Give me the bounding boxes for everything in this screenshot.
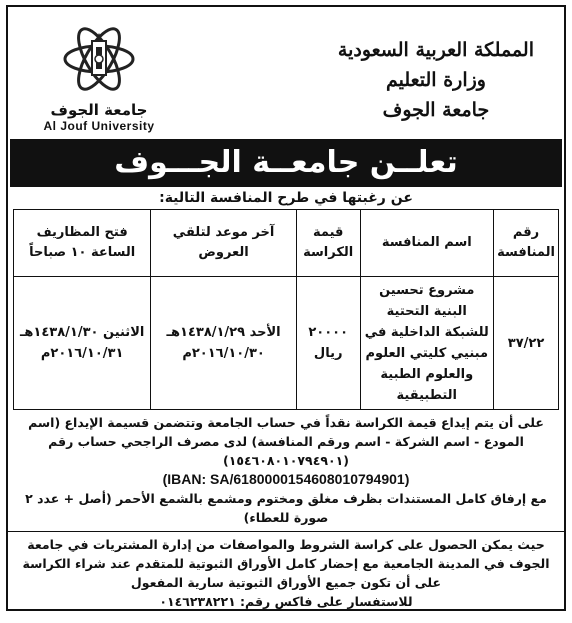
cell-booklet-price: ٢٠٠٠٠ ريال bbox=[296, 277, 360, 410]
payment-note: على أن يتم إيداع قيمة الكراسة نقداً في حساب الجامعة وتتضمن قسيمة الإيداع (اسم المودع - اسم الشركة - اسم ورقم المنافسة) لدى مصرف الراجحي حساب رقم (١٥٤٦٠٨٠١٠٧٩٤٩٠١) bbox=[28, 415, 544, 468]
tender-announcement bbox=[6, 5, 566, 611]
attachment-note: مع إرفاق كامل المستندات بظرف مغلق ومختوم ومشمع بالشمع الأحمر (أصل + عدد ٢ صورة للعطاء) bbox=[25, 491, 547, 525]
cell-tender-name: مشروع تحسين البنية التحتية للشبكة الداخلية في مبنيي كليتي العلوم والعلوم الطبية التطبيقية bbox=[360, 277, 494, 410]
tender-table bbox=[13, 209, 559, 410]
header-opening: فتح المظاريف الساعة ١٠ صباحاً bbox=[14, 210, 151, 277]
banner-title: تعلــن جامعــة الجـــوف bbox=[114, 145, 458, 180]
government-heading bbox=[338, 35, 534, 125]
university-line: جامعة الجوف bbox=[382, 99, 490, 121]
footer bbox=[8, 535, 564, 611]
footer-info: حيث يمكن الحصول على كراسة الشروط والمواصفات من إدارة المشتريات في جامعة الجوف في المدينة الجامعية مع إحضار كامل الأوراق الثبوتية للمتقدم عند شراء الكراسة على أن تكون جميع الأوراق الثبوتية سارية المفعول bbox=[22, 537, 550, 590]
subtitle: عن رغبتها في طرح المنافسة التالية: bbox=[159, 190, 413, 206]
ministry-line: وزارة التعليم bbox=[385, 69, 486, 91]
header-tender-name: اسم المنافسة bbox=[360, 210, 494, 277]
cell-opening: الاثنين ١٤٣٨/١/٣٠هـ ٢٠١٦/١٠/٣١م bbox=[14, 277, 151, 410]
university-logo bbox=[24, 19, 174, 133]
header-tender-number: رقم المنافسة bbox=[494, 210, 559, 277]
header bbox=[8, 7, 564, 139]
logo-english-name: Al Jouf University bbox=[43, 119, 155, 133]
cell-deadline: الأحد ١٤٣٨/١/٢٩هـ ٢٠١٦/١٠/٣٠م bbox=[151, 277, 297, 410]
cell-tender-number: ٣٧/٢٢ bbox=[494, 277, 559, 410]
logo-arabic-name: جامعة الجوف bbox=[50, 101, 148, 119]
footer-contact: للاستفسار على فاكس رقم: ٠١٤٦٢٣٨٢٢١ bbox=[159, 594, 413, 609]
atom-logo-icon bbox=[59, 19, 139, 99]
iban-number: (IBAN: SA/6180000154608010794901) bbox=[162, 471, 410, 487]
kingdom-line: المملكة العربية السعودية bbox=[337, 39, 534, 61]
table-header-row bbox=[14, 210, 559, 277]
table-row bbox=[14, 277, 559, 410]
header-booklet-price: قيمة الكراسة bbox=[296, 210, 360, 277]
header-deadline: آخر موعد لتلقي العروض bbox=[151, 210, 297, 277]
announcement-banner bbox=[10, 139, 562, 187]
divider bbox=[8, 531, 564, 532]
payment-notes bbox=[8, 410, 564, 527]
